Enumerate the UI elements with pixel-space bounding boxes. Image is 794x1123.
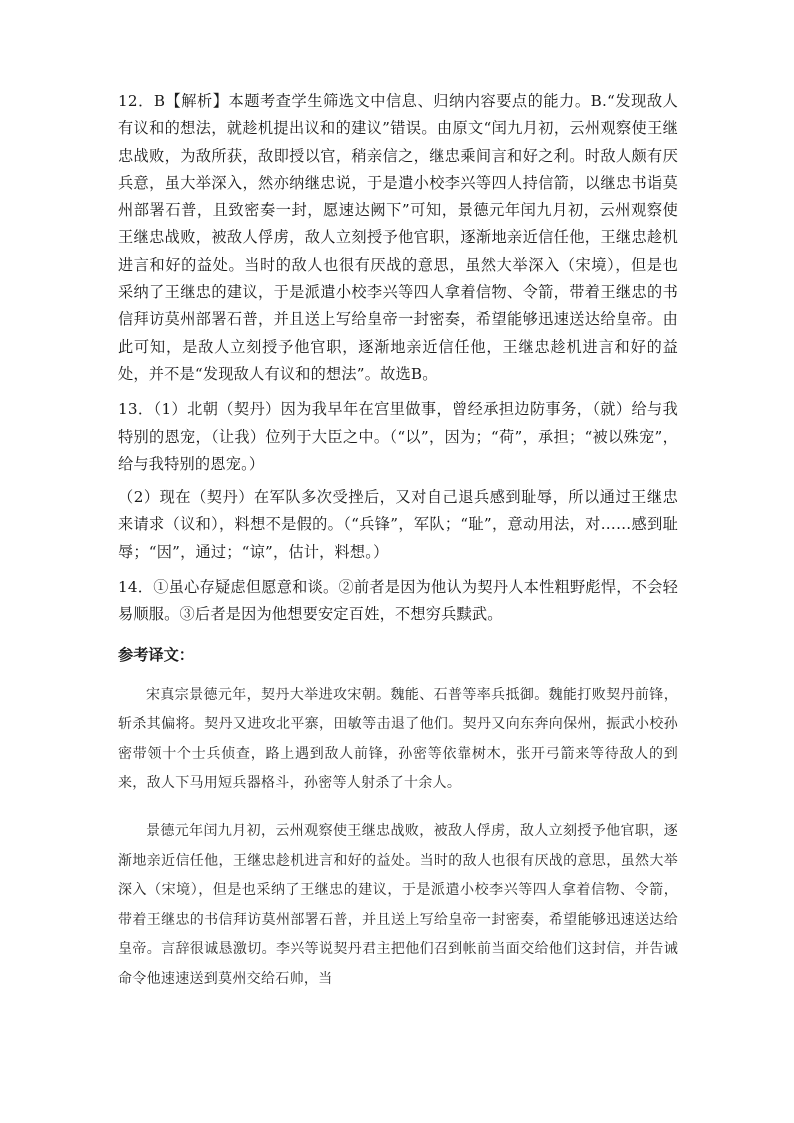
document-page [118,88,678,1013]
answer-14: 14．①虽心存疑虑但愿意和谈。②前者是因为他认为契丹人本性粗野彪悍，不会轻易顺服。③后者是因为他想要安定百姓，不想穷兵黩武。 [118,578,678,624]
answer-13-part-2: （2）现在（契丹）在军队多次受挫后，又对自己退兵感到耻辱，所以通过王继忠来请求（议和），料想不是假的。（“兵锋”，军队；“耻”，意动用法，对……感到耻辱；“因”，通过；“谅”，估计，料想。） [118,488,678,561]
answer-13-part-1: 13．（1）北朝（契丹）因为我早年在宫里做事，曾经承担边防事务，（就）给与我特别的恩宠，（让我）位列于大臣之中。（“以”，因为；“荷”，承担；“被以殊宠”，给与我特别的恩宠。） [118,400,678,473]
translation-paragraph-1: 宋真宗景德元年，契丹大举进攻宋朝。魏能、石普等率兵抵御。魏能打败契丹前锋，斩杀其偏将。契丹又进攻北平寨，田敏等击退了他们。契丹又向东奔向保州，振武小校孙密带领十个士兵侦查，路上遇到敌人前锋，孙密等依靠树木，张开弓箭来等待敌人的到来，敌人下马用短兵器格斗，孙密等人射杀了十余人。 [118,686,678,792]
translation-heading: 参考译文： [118,645,194,664]
translation-paragraph-2: 景德元年闰九月初，云州观察使王继忠战败，被敌人俘虏，敌人立刻授予他官职，逐渐地亲近信任他，王继忠趁机进言和好的益处。当时的敌人也很有厌战的意思，虽然大举深入（宋境），但是也采纳了王继忠的建议，于是派遣小校李兴等四人拿着信物、令箭，带着王继忠的书信拜访莫州部署石普，并且送上写给皇帝一封密奏，希望能够迅速送达给皇帝。言辞很诚恳激切。李兴等说契丹君主把他们召到帐前当面交给他们这封信，并告诫命令他速速送到莫州交给石帅，当 [118,823,678,987]
answer-12: 12．B【解析】本题考查学生筛选文中信息、归纳内容要点的能力。B.“发现敌人有议和的想法，就趁机提出议和的建议”错误。由原文“闰九月初，云州观察使王继忠战败，为敌所获，敌即授以官，稍亲信之，继忠乘间言和好之利。时敌人颇有厌兵意，虽大举深入，然亦纳继忠说，于是遣小校李兴等四人持信箭，以继忠书诣莫州部署石普，且致密奏一封，愿速达阙下”可知，景德元年闰九月初，云州观察使王继忠战败，被敌人俘虏，敌人立刻授予他官职，逐渐地亲近信任他，王继忠趁机进言和好的益处。当时的敌人也很有厌战的意思，虽然大举深入（宋境），但是也采纳了王继忠的建议，于是派遣小校李兴等四人拿着信物、令箭，带着王继忠的书信拜访莫州部署石普，并且送上写给皇帝一封密奏，希望能够迅速送达给皇帝。由此可知，是敌人立刻授予他官职，逐渐地亲近信任他，王继忠趁机进言和好的益处，并不是“发现敌人有议和的想法”。故选B。 [118,92,678,383]
